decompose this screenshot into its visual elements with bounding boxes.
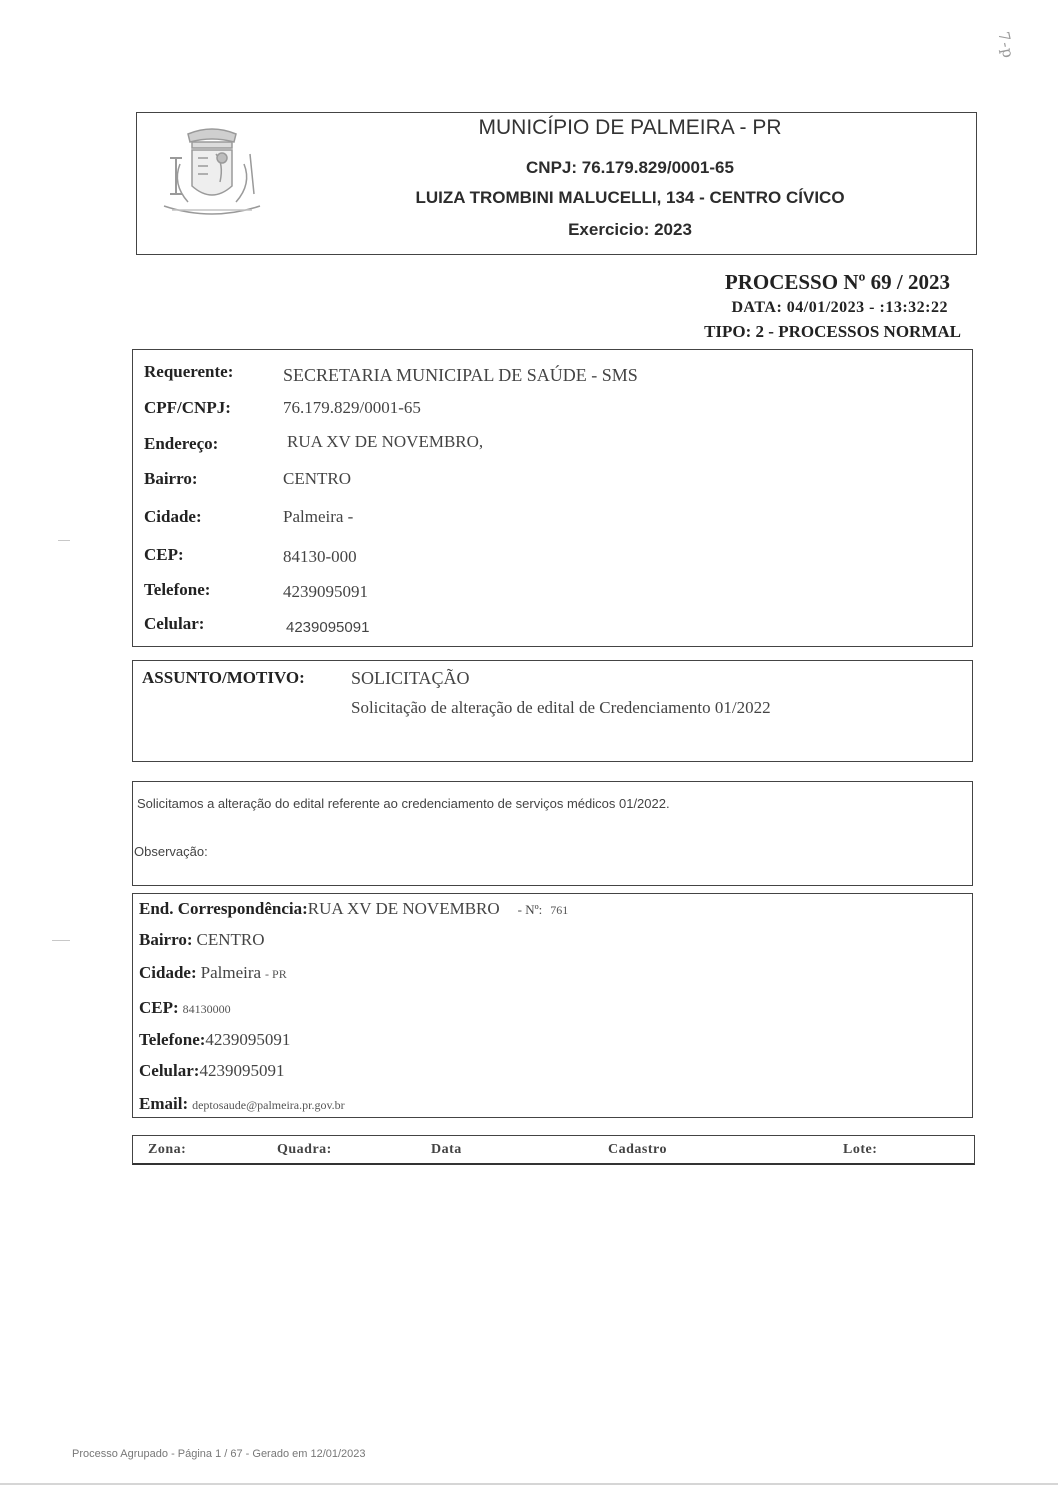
- municipal-crest-icon: [158, 124, 266, 222]
- phone-value: 4239095091: [283, 582, 368, 601]
- district-label: Bairro:: [144, 469, 198, 488]
- municipality-cnpj: CNPJ: 76.179.829/0001-65: [526, 158, 734, 177]
- requester-box: [132, 349, 973, 647]
- requester-value: SECRETARIA MUNICIPAL DE SAÚDE - SMS: [283, 365, 638, 385]
- quadra-label: Quadra:: [277, 1142, 332, 1157]
- correspondence-cell-label: Celular:: [139, 1061, 200, 1080]
- correspondence-cep-label: CEP:: [139, 998, 179, 1017]
- correspondence-city-row: [139, 963, 287, 983]
- correspondence-cell-row: [139, 1061, 284, 1081]
- correspondence-phone-value: 4239095091: [205, 1030, 291, 1049]
- correspondence-city-value: Palmeira: [200, 963, 262, 982]
- scan-mark: [52, 940, 70, 941]
- requester-label: Requerente:: [144, 362, 234, 381]
- correspondence-number-value: 761: [550, 903, 569, 917]
- city-value: Palmeira -: [283, 507, 354, 526]
- correspondence-state-value: - PR: [265, 967, 287, 981]
- municipality-address: LUIZA TROMBINI MALUCELLI, 134 - CENTRO CÍVICO: [415, 188, 845, 207]
- cell-value: 4239095091: [286, 619, 370, 636]
- page-number-stamp: 7-p: [994, 30, 1018, 61]
- cadastro-label: Cadastro: [608, 1142, 667, 1157]
- correspondence-phone-row: [139, 1030, 290, 1050]
- data-label: Data: [431, 1142, 462, 1157]
- process-date: DATA: 04/01/2023 - :13:32:22: [731, 299, 948, 316]
- observation-label: Observação:: [134, 844, 208, 859]
- correspondence-district-row: [139, 930, 265, 950]
- subject-title: SOLICITAÇÃO: [351, 668, 470, 688]
- correspondence-phone-label: Telefone:: [139, 1030, 206, 1049]
- municipality-title: MUNICÍPIO DE PALMEIRA - PR: [478, 116, 782, 139]
- cep-value: 84130-000: [283, 547, 357, 566]
- correspondence-cep-value: 84130000: [182, 1002, 231, 1016]
- cpf-cnpj-value: 76.179.829/0001-65: [283, 398, 421, 417]
- subject-detail: Solicitação de alteração de edital de Credenciamento 01/2022: [351, 698, 771, 717]
- exercise-year: Exercicio: 2023: [568, 220, 692, 239]
- description-text: Solicitamos a alteração do edital referente ao credenciamento de serviços médicos 01/2022.: [137, 796, 670, 811]
- address-label: Endereço:: [144, 434, 219, 453]
- correspondence-district-value: CENTRO: [196, 930, 265, 949]
- district-value: CENTRO: [283, 469, 351, 488]
- cell-label: Celular:: [144, 614, 205, 633]
- subject-label: ASSUNTO/MOTIVO:: [142, 668, 305, 687]
- scan-edge-line: [0, 1483, 1058, 1485]
- correspondence-address-label: End. Correspondência:: [139, 899, 308, 918]
- correspondence-email-label: Email:: [139, 1094, 189, 1113]
- correspondence-address-value: RUA XV DE NOVEMBRO: [307, 899, 500, 918]
- correspondence-cep-row: [139, 998, 231, 1018]
- phone-label: Telefone:: [144, 580, 211, 599]
- correspondence-email-row: [139, 1094, 345, 1114]
- lote-label: Lote:: [843, 1142, 878, 1157]
- address-value: RUA XV DE NOVEMBRO,: [287, 432, 484, 451]
- correspondence-number-label: - Nº:: [517, 902, 543, 917]
- process-type: TIPO: 2 - PROCESSOS NORMAL: [704, 322, 961, 341]
- correspondence-cell-value: 4239095091: [199, 1061, 285, 1080]
- correspondence-email-value: deptosaude@palmeira.pr.gov.br: [192, 1098, 345, 1112]
- correspondence-city-label: Cidade:: [139, 963, 197, 982]
- cpf-cnpj-label: CPF/CNPJ:: [144, 398, 231, 417]
- correspondence-box: [132, 893, 973, 1118]
- scan-mark: [58, 540, 70, 541]
- cep-label: CEP:: [144, 545, 184, 564]
- zona-label: Zona:: [148, 1142, 187, 1157]
- correspondence-district-label: Bairro:: [139, 930, 193, 949]
- footer-text: Processo Agrupado - Página 1 / 67 - Gerado em 12/01/2023: [72, 1448, 366, 1460]
- correspondence-address-row: [139, 899, 568, 919]
- process-number: PROCESSO Nº 69 / 2023: [724, 270, 950, 294]
- city-label: Cidade:: [144, 507, 202, 526]
